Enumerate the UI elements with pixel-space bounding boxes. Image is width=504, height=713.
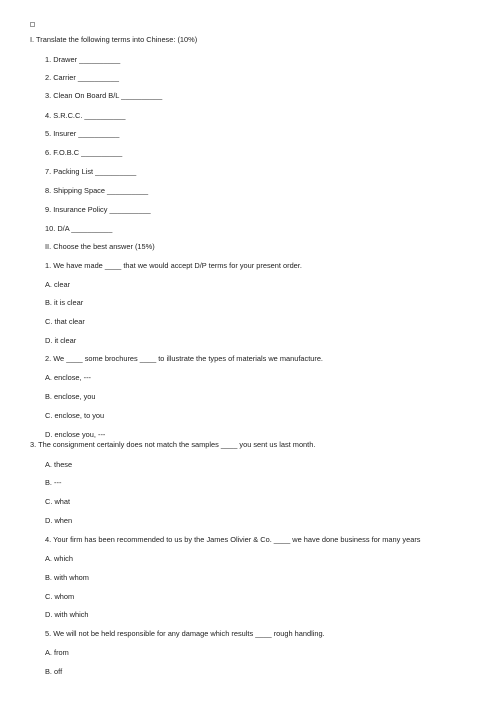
answer-option: B. off [45, 667, 63, 676]
answer-option: D. when [45, 516, 73, 525]
page-marker-icon [30, 22, 35, 27]
answer-option: A. these [45, 460, 73, 469]
question-text: 5. We will not be held responsible for any damage which results ____ rough handling. [45, 629, 325, 638]
answer-option: A. enclose, --- [45, 373, 92, 382]
answer-option: C. what [45, 497, 71, 506]
answer-option: B. --- [45, 478, 62, 487]
term-item: 10. D/A __________ [45, 224, 113, 233]
question-text: 1. We have made ____ that we would accept D/P terms for your present order. [45, 261, 302, 270]
term-item: 6. F.O.B.C __________ [45, 148, 123, 157]
term-item: 8. Shipping Space __________ [45, 186, 149, 195]
term-item: 3. Clean On Board B/L __________ [45, 91, 163, 100]
term-item: 4. S.R.C.C. __________ [45, 111, 126, 120]
term-item: 9. Insurance Policy __________ [45, 205, 151, 214]
answer-option: A. clear [45, 280, 71, 289]
answer-option: C. enclose, to you [45, 411, 105, 420]
section-2-title: II. Choose the best answer (15%) [45, 242, 155, 251]
answer-option: D. it clear [45, 336, 77, 345]
term-item: 5. Insurer __________ [45, 129, 120, 138]
answer-option: C. whom [45, 592, 75, 601]
answer-option: C. that clear [45, 317, 85, 326]
answer-option: D. enclose you, --- [45, 430, 106, 439]
answer-option: A. which [45, 554, 73, 563]
question-text: 3. The consignment certainly does not match the samples ____ you sent us last month. [30, 440, 316, 449]
answer-option: B. with whom [45, 573, 89, 582]
answer-option: A. from [45, 648, 69, 657]
term-item: 7. Packing List __________ [45, 167, 137, 176]
term-item: 2. Carrier __________ [45, 73, 119, 82]
term-item: 1. Drawer __________ [45, 55, 121, 64]
answer-option: B. enclose, you [45, 392, 96, 401]
question-text: 2. We ____ some brochures ____ to illustrate the types of materials we manufacture. [45, 354, 323, 363]
section-1-title: I. Translate the following terms into Chinese: (10%) [30, 35, 198, 44]
question-text: 4. Your firm has been recommended to us by the James Olivier & Co. ____ we have done business for many years [45, 535, 421, 544]
answer-option: B. it is clear [45, 298, 84, 307]
answer-option: D. with which [45, 610, 89, 619]
